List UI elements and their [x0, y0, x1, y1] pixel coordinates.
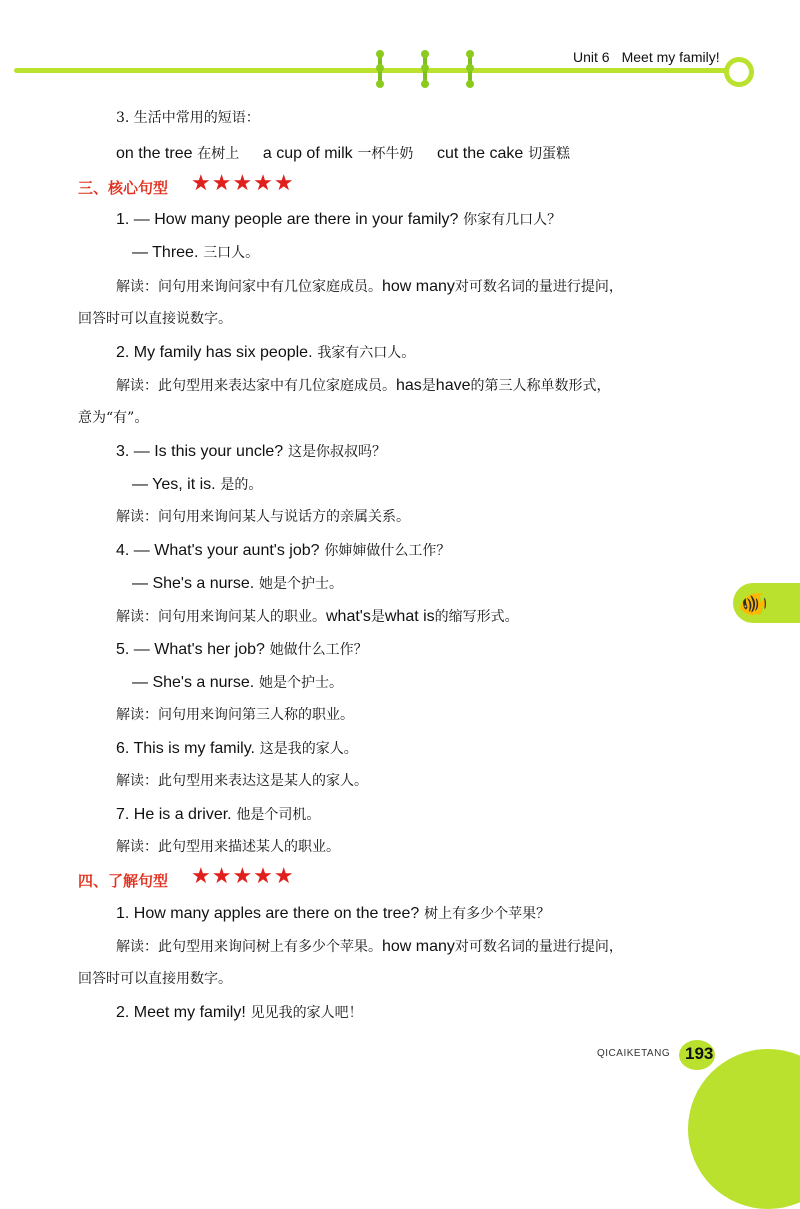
- star-rating-icon: ★★★★★: [191, 171, 295, 196]
- sentence-1-answer: — Three. 三口人。: [132, 244, 260, 261]
- sentence-4-question: 4. — What's your aunt's job? 你婶婶做什么工作？: [116, 542, 451, 559]
- sentence-3-note: 解读：问句用来询问某人与说话方的亲属关系。: [116, 509, 410, 525]
- unit-title: Meet my family!: [621, 49, 720, 65]
- core-heading: 三、核心句型: [78, 179, 169, 197]
- understand-2: 2. Meet my family! 见见我的家人吧！: [116, 1004, 363, 1021]
- understand-1-note-cont: 回答时可以直接用数字。: [78, 971, 232, 987]
- sentence-3-answer: — Yes, it is. 是的。: [132, 476, 263, 493]
- unit-number: Unit 6: [573, 49, 610, 65]
- understand-1-note: 解读：此句型用来询问树上有多少个苹果。how many对可数名词的量进行提问，: [116, 938, 623, 955]
- chapter-tab: [733, 583, 800, 623]
- sentence-5-answer: — She's a nurse. 她是个护士。: [132, 674, 344, 691]
- star-rating-icon: ★★★★★: [191, 864, 295, 889]
- sentence-2: 2. My family has six people. 我家有六口人。: [116, 344, 416, 361]
- sentence-4-note: 解读：问句用来询问某人的职业。what's是what is的缩写形式。: [116, 608, 519, 625]
- fish-icon: 🐠: [738, 590, 768, 618]
- sentence-5-note: 解读：问句用来询问第三人称的职业。: [116, 707, 354, 723]
- sentence-2-note-cont: 意为“有”。: [78, 410, 149, 426]
- phrases-line: on the tree 在树上 a cup of milk 一杯牛奶 cut the cake 切蛋糕: [116, 145, 571, 162]
- sentence-7-note: 解读：此句型用来描述某人的职业。: [116, 839, 340, 855]
- understand-heading: 四、了解句型: [78, 872, 169, 890]
- binder-pin: [466, 50, 474, 88]
- sentence-1-note: 解读：问句用来询问家中有几位家庭成员。how many对可数名词的量进行提问，: [116, 278, 623, 295]
- sentence-1-question: 1. — How many people are there in your family? 你家有几口人？: [116, 211, 562, 228]
- brand-label: QICAIKETANG: [597, 1048, 671, 1059]
- sentence-2-note: 解读：此句型用来表达家中有几位家庭成员。has是have的第三人称单数形式，: [116, 377, 611, 394]
- mascot-badge-icon: [724, 57, 754, 87]
- phrases-heading: 3. 生活中常用的短语：: [116, 110, 260, 126]
- corner-decoration: [688, 1049, 800, 1209]
- sentence-6: 6. This is my family. 这是我的家人。: [116, 740, 358, 757]
- unit-header: [573, 49, 720, 65]
- sentence-6-note: 解读：此句型用来表达这是某人的家人。: [116, 773, 368, 789]
- binder-pin: [376, 50, 384, 88]
- sentence-7: 7. He is a driver. 他是个司机。: [116, 806, 321, 823]
- understand-1: 1. How many apples are there on the tree? 树上有多少个苹果？: [116, 905, 551, 922]
- sentence-1-note-cont: 回答时可以直接说数字。: [78, 311, 232, 327]
- sentence-3-question: 3. — Is this your uncle? 这是你叔叔吗？: [116, 443, 386, 460]
- sentence-5-question: 5. — What's her job? 她做什么工作？: [116, 641, 368, 658]
- binder-pin: [421, 50, 429, 88]
- page-number: 193: [685, 1044, 714, 1063]
- sentence-4-answer: — She's a nurse. 她是个护士。: [132, 575, 344, 592]
